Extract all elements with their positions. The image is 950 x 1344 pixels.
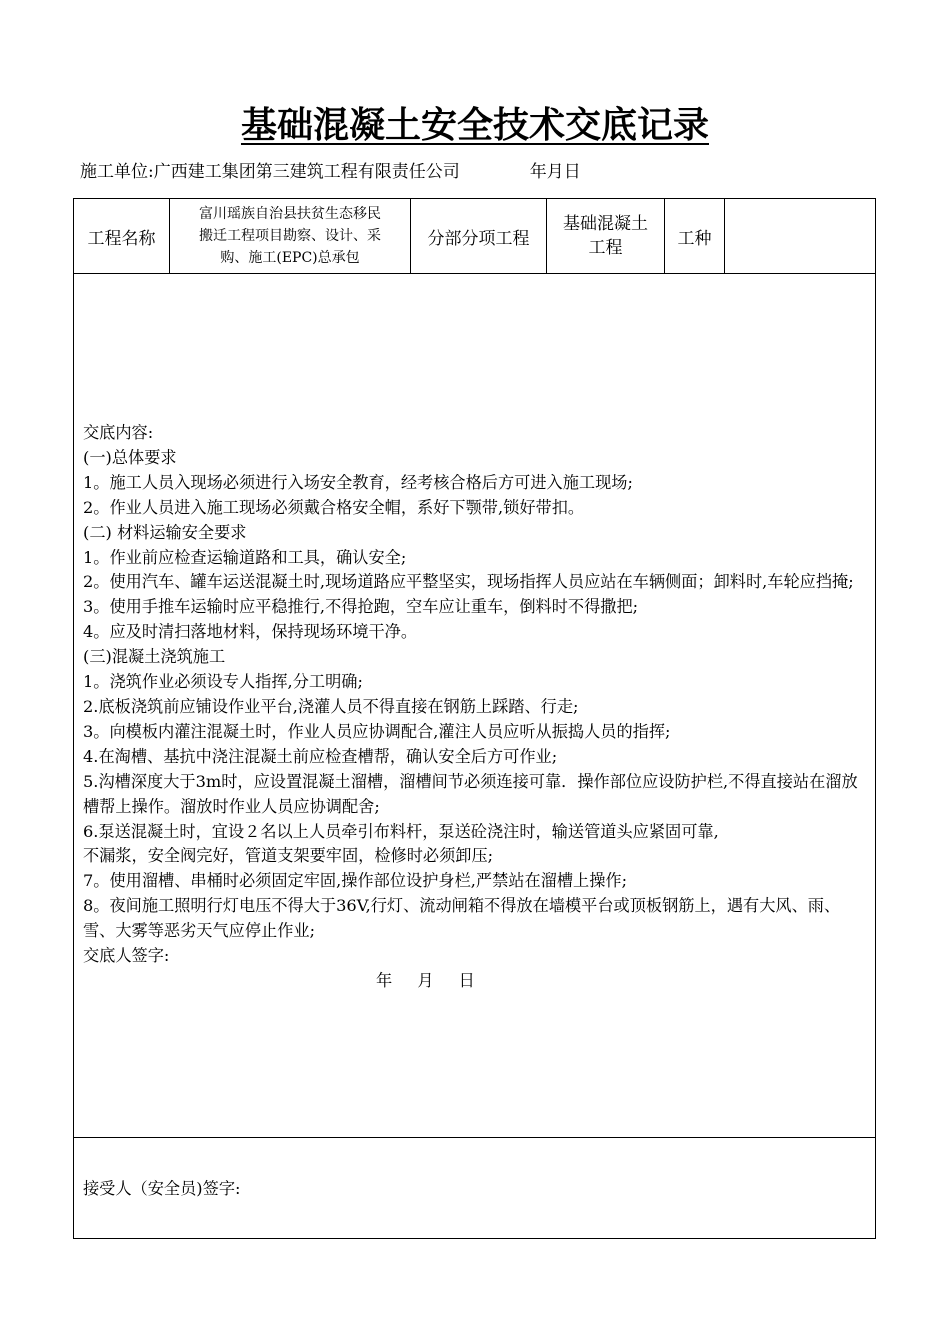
page-title-text: 基础混凝土安全技术交底记录	[240, 104, 709, 146]
subproject-line: 工程	[588, 238, 623, 259]
receiver-row	[74, 1137, 876, 1238]
trade-label: 工种	[665, 199, 725, 274]
page-title	[0, 100, 950, 150]
subproject-label: 分部分项工程	[411, 199, 547, 274]
content-line: 4。应及时清扫落地材料，保持现场环境干净。	[83, 622, 418, 642]
project-name-line: 购、施工(EPC)总承包	[220, 250, 360, 267]
content-line: (一)总体要求	[83, 447, 177, 467]
content-line: 1。浇筑作业必须设专人指挥,分工明确;	[83, 672, 363, 692]
content-heading: 交底内容:	[83, 423, 154, 443]
briefing-record-table	[73, 198, 876, 1239]
content-line: 2。使用汽车、罐车运送混凝土时,现场道路应平整坚实，现场指挥人员应站在车辆侧面；卸料时,车轮应挡掩;	[83, 572, 854, 592]
project-name-line: 搬迁工程项目勘察、设计、采	[199, 228, 381, 245]
briefing-content-cell	[74, 274, 876, 1138]
content-row	[74, 274, 876, 1138]
construction-unit-label: 施工单位:	[80, 162, 154, 182]
content-line: 2.底板浇筑前应铺设作业平台,浇灌人员不得直接在钢筋上踩踏、行走;	[83, 697, 579, 717]
content-line: (二) 材料运输安全要求	[83, 522, 247, 542]
project-name-value	[170, 199, 411, 274]
content-line: 3。向模板内灌注混凝土时，作业人员应协调配合,灌注人员应听从振捣人员的指挥;	[83, 721, 671, 741]
content-line: 6.泵送混凝土时，宜设２名以上人员牵引布料杆，泵送砼浇注时，输送管道头应紧固可靠,	[83, 821, 719, 841]
project-name-line: 富川瑶族自治县扶贫生态移民	[199, 206, 381, 223]
project-name-label: 工程名称	[74, 199, 170, 274]
content-line: 8。夜间施工照明行灯电压不得大于36V,行灯、流动闸箱不得放在墙模平台或顶板钢筋上，遇有大风、雨、雪、大雾等恶劣天气应停止作业;	[83, 896, 841, 941]
content-line: 4.在淘槽、基抗中浇注混凝土前应检查槽帮，确认安全后方可作业;	[83, 746, 558, 766]
sign-date: 年 月 日	[376, 970, 475, 990]
content-line: 1。作业前应检查运输道路和工具，确认安全;	[83, 547, 407, 567]
header-row	[74, 199, 876, 274]
header-date: 年月日	[529, 162, 581, 182]
content-line: 7。使用溜槽、串桶时必须固定牢固,操作部位设护身栏,严禁站在溜槽上操作;	[83, 871, 628, 891]
subproject-value	[547, 199, 665, 274]
content-line: (三)混凝土浇筑施工	[83, 647, 226, 667]
content-line: 不漏浆，安全阀完好，管道支架要牢固，检修时必须卸压;	[83, 846, 494, 866]
construction-unit-name: 广西建工集团第三建筑工程有限责任公司	[153, 162, 460, 182]
content-line: 2。作业人员进入施工现场必须戴合格安全帽，系好下颚带,锁好带扣。	[83, 497, 585, 517]
content-line: 5.沟槽深度大于3m时，应设置混凝土溜槽，溜槽间节必须连接可靠．操作部位应设防护栏,不得直接站在溜放槽帮上操作。溜放时作业人员应协调配舍;	[83, 771, 858, 816]
content-line: 1。施工人员入现场必须进行入场安全教育，经考核合格后方可进入施工现场;	[83, 472, 633, 492]
construction-unit-line	[80, 160, 581, 184]
subproject-line: 基础混凝土	[563, 214, 648, 235]
signer-label: 交底人签字:	[83, 946, 170, 966]
receiver-cell	[74, 1137, 876, 1238]
receiver-label: 接受人（安全员)签字:	[83, 1179, 241, 1199]
trade-value	[725, 199, 876, 274]
content-line: 3。使用手推车运输时应平稳推行,不得抢跑，空车应让重车，倒料时不得撒把;	[83, 597, 639, 617]
